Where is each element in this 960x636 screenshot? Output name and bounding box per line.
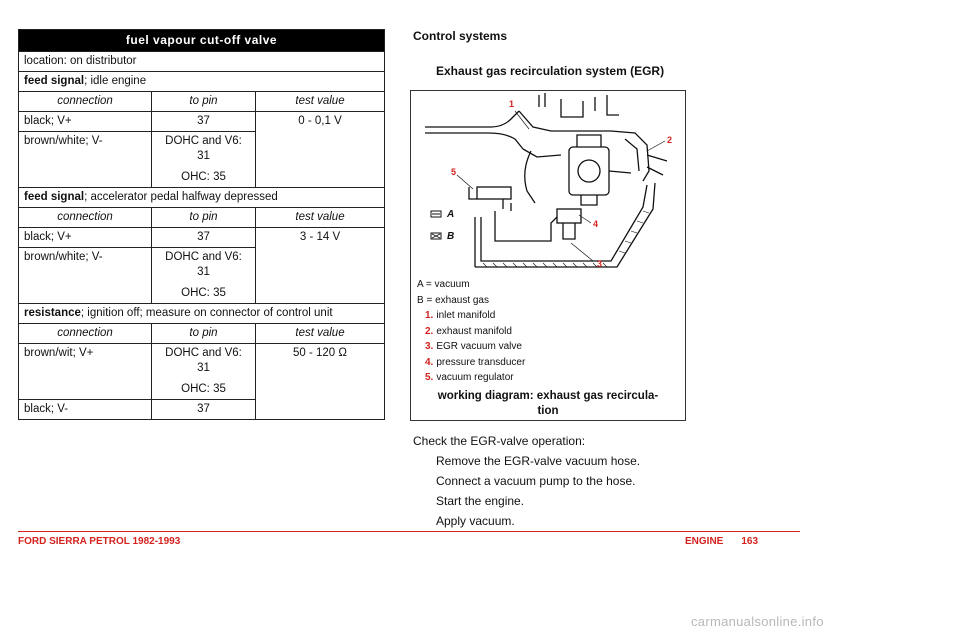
callout-1: 1 xyxy=(509,99,515,109)
col-header-pin: to pin xyxy=(152,208,256,228)
caption-line: tion xyxy=(537,405,559,417)
pin-cell xyxy=(152,248,256,304)
connection-cell: black; V- xyxy=(19,400,152,420)
feed-signal-halfway xyxy=(19,188,385,208)
pin-cell xyxy=(152,344,256,400)
procedure-step: Connect a vacuum pump to the hose. xyxy=(436,474,636,488)
table-row xyxy=(19,228,385,248)
callout-a: A xyxy=(447,209,455,220)
legend-b: B = exhaust gas xyxy=(417,294,489,306)
resistance-row xyxy=(19,304,385,324)
pin-cell xyxy=(152,132,256,188)
procedure-step: Apply vacuum. xyxy=(436,514,515,528)
col-header-pin: to pin xyxy=(152,92,256,112)
spec-table xyxy=(18,29,385,420)
pin-line: OHC: 35 xyxy=(181,287,226,299)
pin-line: OHC: 35 xyxy=(181,383,226,395)
legend-text: inlet manifold xyxy=(436,310,496,321)
test-value-cell: 50 - 120 Ω xyxy=(256,344,385,420)
footer-title: FORD SIERRA PETROL 1982-1993 xyxy=(18,536,181,547)
footer-rule xyxy=(18,531,800,532)
page-number: 163 xyxy=(741,536,759,547)
table-title: fuel vapour cut-off valve xyxy=(19,30,385,52)
legend-num: 1. xyxy=(425,310,434,321)
figure-caption xyxy=(411,389,685,419)
test-value-cell: 3 - 14 V xyxy=(256,228,385,304)
col-header-connection: connection xyxy=(19,92,152,112)
legend-num: 3. xyxy=(425,341,434,352)
legend-item xyxy=(417,324,525,340)
legend-item xyxy=(417,308,525,324)
callout-2: 2 xyxy=(667,135,673,145)
procedure-step: Start the engine. xyxy=(436,494,525,508)
signal-desc: ; accelerator pedal halfway depressed xyxy=(84,191,278,203)
test-value-cell: 0 - 0,1 V xyxy=(256,112,385,188)
legend-text: EGR vacuum valve xyxy=(436,341,522,352)
pin-line: DOHC and V6: xyxy=(165,135,242,147)
section-title: Control systems xyxy=(413,29,508,43)
procedure-step: Remove the EGR-valve vacuum hose. xyxy=(436,454,641,468)
connection-cell: brown/wit; V+ xyxy=(19,344,152,400)
pin-cell: 37 xyxy=(152,228,256,248)
callout-3: 3 xyxy=(597,259,603,269)
signal-label: resistance xyxy=(24,307,81,319)
pin-line: DOHC and V6: xyxy=(165,347,242,359)
watermark: carmanualsonline.info xyxy=(691,614,824,629)
pin-line: DOHC and V6: xyxy=(165,251,242,263)
legend-num: 2. xyxy=(425,325,434,337)
figure-legend xyxy=(417,277,525,386)
callout-b: B xyxy=(447,231,455,242)
legend-text: vacuum regulator xyxy=(436,372,514,383)
feed-signal-idle xyxy=(19,72,385,92)
col-header-connection: connection xyxy=(19,324,152,344)
legend-num: 5. xyxy=(425,372,434,383)
connection-cell: brown/white; V- xyxy=(19,132,152,188)
pin-line: 31 xyxy=(197,150,210,162)
callout-5: 5 xyxy=(451,167,457,177)
connection-cell: black; V+ xyxy=(19,112,152,132)
pin-cell: 37 xyxy=(152,112,256,132)
pin-line: OHC: 35 xyxy=(181,171,226,183)
table-row xyxy=(19,344,385,400)
pin-line: 31 xyxy=(197,362,210,374)
col-header-value: test value xyxy=(256,208,385,228)
legend-item xyxy=(417,370,525,386)
legend-item xyxy=(417,355,525,371)
legend-text: pressure transducer xyxy=(436,356,526,368)
legend-text: exhaust manifold xyxy=(436,325,512,337)
pin-line: 31 xyxy=(197,266,210,278)
caption-line: working diagram: exhaust gas recircula- xyxy=(437,390,659,402)
egr-figure xyxy=(410,90,686,421)
legend-a: A = vacuum xyxy=(417,279,470,290)
signal-label: feed signal xyxy=(24,191,85,203)
location-row: location: on distributor xyxy=(19,52,385,72)
col-header-value: test value xyxy=(256,92,385,112)
connection-cell: brown/white; V- xyxy=(19,248,152,304)
legend-item xyxy=(417,339,525,355)
figure-title: Exhaust gas recirculation system (EGR) xyxy=(436,64,665,78)
legend-num: 4. xyxy=(425,356,434,368)
procedure-intro: Check the EGR-valve operation: xyxy=(413,434,586,448)
table-row xyxy=(19,112,385,132)
egr-diagram xyxy=(411,91,685,271)
procedure xyxy=(413,431,640,531)
footer-page-info xyxy=(685,536,758,547)
connection-cell: black; V+ xyxy=(19,228,152,248)
callout-4: 4 xyxy=(593,219,599,229)
pin-cell: 37 xyxy=(152,400,256,420)
signal-desc: ; ignition off; measure on connector of control unit xyxy=(80,307,333,319)
footer-section: ENGINE xyxy=(685,536,724,547)
signal-label: feed signal xyxy=(24,75,85,87)
signal-desc: ; idle engine xyxy=(84,75,147,87)
col-header-connection: connection xyxy=(19,208,152,228)
col-header-pin: to pin xyxy=(152,324,256,344)
col-header-value: test value xyxy=(256,324,385,344)
